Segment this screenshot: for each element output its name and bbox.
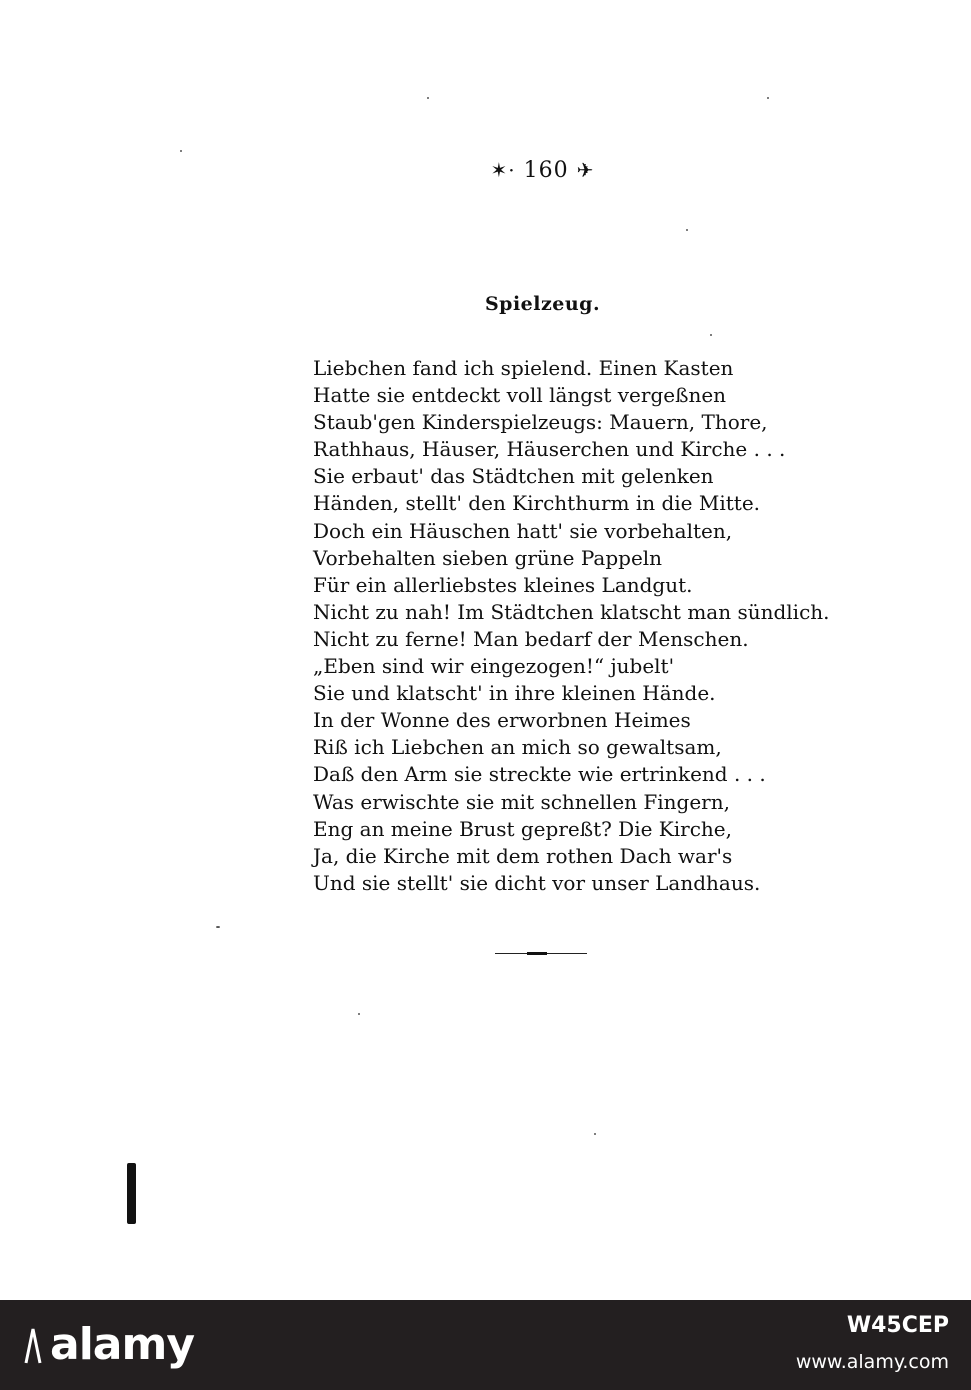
poem-title: Spielzeug. bbox=[484, 293, 601, 315]
alamy-logo bbox=[22, 1315, 194, 1375]
poem-line: „Eben sind wir eingezogen!“ jubelt' bbox=[313, 654, 675, 679]
poem-line: Doch ein Häuschen hatt' sie vorbehalten, bbox=[313, 518, 733, 543]
scan-speck bbox=[767, 97, 769, 99]
alamy-brand: alamy bbox=[50, 1319, 194, 1370]
poem-line: Händen, stellt' den Kirchthurm in die Mitte. bbox=[313, 491, 761, 516]
poem-line: Für ein allerliebstes kleines Landgut. bbox=[313, 572, 693, 597]
scan-speck bbox=[180, 150, 182, 152]
poem-line: Nicht zu ferne! Man bedarf der Menschen. bbox=[313, 626, 749, 651]
poem-line: Riß ich Liebchen an mich so gewaltsam, bbox=[313, 735, 722, 760]
poem-line: Ja, die Kirche mit dem rothen Dach war's bbox=[313, 843, 733, 868]
poem-body bbox=[313, 355, 830, 897]
poem-line: Rathhaus, Häuser, Häuserchen und Kirche . . . bbox=[313, 437, 786, 462]
page-number bbox=[0, 158, 971, 183]
page-number-value: 160 bbox=[523, 158, 569, 183]
poem-line: In der Wonne des erworbnen Heimes bbox=[313, 708, 691, 733]
poem-line: Was erwischte sie mit schnellen Fingern, bbox=[313, 789, 730, 814]
poem-line: Daß den Arm sie streckte wie ertrinkend . . . bbox=[313, 762, 766, 787]
image-id: W45CEP bbox=[846, 1313, 949, 1338]
poem-line: Sie und klatscht' in ihre kleinen Hände. bbox=[313, 681, 716, 706]
poem-line: Hatte sie entdeckt voll längst vergeßnen bbox=[313, 383, 727, 408]
poem-line: Nicht zu nah! Im Städtchen klatscht man sündlich. bbox=[313, 599, 830, 624]
scan-speck bbox=[216, 926, 220, 928]
alamy-logo-icon bbox=[22, 1323, 44, 1367]
scan-speck bbox=[686, 229, 688, 231]
ornament-right: ✈ bbox=[576, 158, 595, 182]
watermark-footer bbox=[0, 1300, 971, 1390]
scan-edge-mark bbox=[127, 1163, 136, 1224]
poem-line: Liebchen fand ich spielend. Einen Kasten bbox=[313, 356, 734, 380]
poem-line: Vorbehalten sieben grüne Pappeln bbox=[313, 545, 663, 570]
scan-speck bbox=[358, 1013, 360, 1015]
ornament-left: ✶· bbox=[490, 158, 516, 182]
poem-line: Staub'gen Kinderspielzeugs: Mauern, Thore, bbox=[313, 410, 768, 435]
scan-speck bbox=[594, 1133, 596, 1135]
scan-speck bbox=[427, 97, 429, 99]
poem-line: Und sie stellt' sie dicht vor unser Landhaus. bbox=[313, 870, 761, 895]
poem-line: Eng an meine Brust gepreßt? Die Kirche, bbox=[313, 816, 732, 841]
end-ornament-rule bbox=[495, 953, 587, 954]
poem-line: Sie erbaut' das Städtchen mit gelenken bbox=[313, 464, 714, 489]
footer-url: www.alamy.com bbox=[795, 1351, 949, 1373]
scan-speck bbox=[710, 334, 712, 336]
